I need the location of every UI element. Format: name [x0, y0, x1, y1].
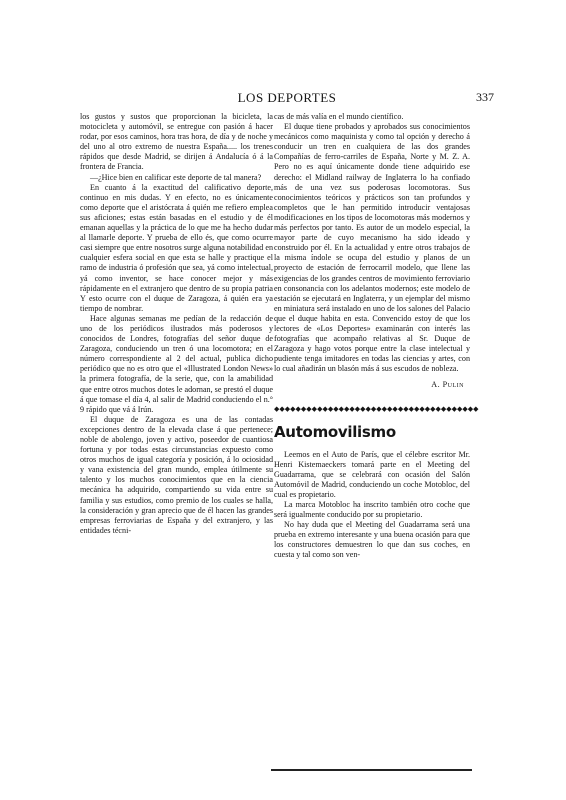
paragraph: Hace algunas semanas me pedían de la redacción de uno de los periódicos ilustrados más poderosos y conocidos de Londres, fotografías del señor duque de Zaragoza, conduciendo un tren ó una locomotora; en el número correspondiente al 2 del actual, publica dicho periódico que no es otro que el «Illustrated London News» la primera fotografía, de la serie, que, con la amabilidad que entre otros muchos dotes le adornan, se prestó el duque á que tomase el día 4, al salir de Madrid conduciendo el n.° 9 rápido que vá á Irún. — [80, 313, 273, 414]
section-title: Automovilismo — [274, 422, 396, 441]
paragraph: los gustos y sustos que proporcionan la bicicleta, la motocicleta y automóvil, se entregue con pasión á hacer rodar, por esos caminos, hora tras hora, de día y de noche y del uno al otro extremo de nuestra España..... los trenes rápidos que desde Madrid, se dirijen á Andalucía ó á la frontera de Francia. — [80, 112, 273, 172]
paragraph: La marca Motobloc ha inscrito también otro coche que será igualmente conducido por su propietario. — [274, 500, 470, 520]
left-column — [80, 112, 273, 536]
end-rule — [271, 769, 472, 771]
ornamental-divider: ◆◆◆◆◆◆◆◆◆◆◆◆◆◆◆◆◆◆◆◆◆◆◆◆◆◆◆◆◆◆◆◆◆◆◆◆◆◆ — [274, 404, 479, 413]
paragraph: cas de más valía en el mundo científico. — [274, 112, 404, 121]
paragraph: Leemos en el Auto de París, que el célebre escritor Mr. Henri Kistemaeckers tomará parte en el Meeting del Guadarrama, que se celebrará con ocasión del Salón Automóvil de Madrid, conduciendo un coche Motobloc, del cual es propietario. — [274, 449, 470, 499]
page-number: 337 — [476, 90, 494, 104]
paragraph: No hay duda que el Meeting del Guadarrama será una prueba en extremo interesante y una buena ocasión para que los constructores demuestren lo que dan sus coches, en cuesta y tal como son ven- — [274, 520, 470, 560]
paragraph: —¿Hice bien en calificar este deporte de tal manera? — [90, 172, 262, 182]
paragraph: El duque de Zaragoza es una de las contadas excepciones dentro de la elevada clase á que pertenece; noble de abolengo, joven y activo, poseedor de cuantiosa fortuna y por todas estas circunstancias expuesto como otros muchos de igual categoría y posición, á lo ociosidad y vana existencia del gran mundo, emplea útilmente su talento y los muchos conocimientos que en la ciencia mecánica ha adquirido, compartiendo su vida entre su familia y sus estudios, como premio de los cuales se halla, la consideración y gran aprecio que de él hacen las grandes empresas ferroviarias de España y del extranjero, y las entidades técni- — [80, 414, 273, 535]
running-title: LOS DEPORTES — [237, 90, 337, 105]
paragraph: El duque tiene probados y aprobados sus conocimientos mecánicos como maquinista y como tal opción y derecho á conducir un tren en cualquiera de las dos grandes Compañías de ferro-carriles de España, Norte y M. Z. A. Pero no es aquí únicamente donde tiene adquirido ese derecho: el Midland railway de Inglaterra lo ha confiado más de una vez sus poderosas locomotoras. Sus conocimientos teóricos y prácticos son tan profundos y completos que le han permitido introducir ventajosas modificaciones en los tipos de locomotoras más modernos y más perfectos por tanto. Es autor de un modelo especial, la mayor parte de cuyo mecanismo ha sido ideado y construido por él. En la actualidad y entre otros trabajos de la misma índole se ocupa del estudio y planos de un proyecto de estación de ferrocarril modelo, que llene las exigencias de los grandes centros de movimiento ferroviario en consonancia con los adelantos modernos; este modelo de estación se ejecutará en Inglaterra, y un ejemplar del mismo en miniatura será instalado en uno de los salones del Palacio que el duque habita en esta. Convencido estoy de que los lectores de «Los Deportes» examinarán con interés las fotografías que acompaño relativas al Sr. Duque de Zaragoza y hago votos porque entre la clase intelectual y pudiente tenga imitadores en todas las ciencias y artes, con lo cual añadirán un blasón más á sus escudos de nobleza. — [274, 122, 470, 374]
article-author: A. Pulin — [431, 380, 464, 390]
running-header — [80, 90, 494, 108]
paragraph: En cuanto á la exactitud del calificativo deporte, continuo en mis dudas. Y en efecto, no es únicamente como deporte que el aristócrata á quién me refiero emplea sus aficiones; estas están basadas en el estudio y de él emanan aquellas y la práctica de lo que me ha hecho dudar al llamarle deporte. Y prueba de ello és, que como ocurre casi siempre que entre nosotros surge alguna notabilidad en cualquier esfera social en que esta se halle y practique el ramo de industria ó profesión que sea, yá como intelectual, yá como inventor, se hace conocer mejor y más rápidamente en el extranjero que dentro de su propia patria Y esto ocurre con el duque de Zaragoza, á quién era ya tiempo de nombrar. — [80, 182, 273, 313]
right-column — [274, 112, 479, 561]
